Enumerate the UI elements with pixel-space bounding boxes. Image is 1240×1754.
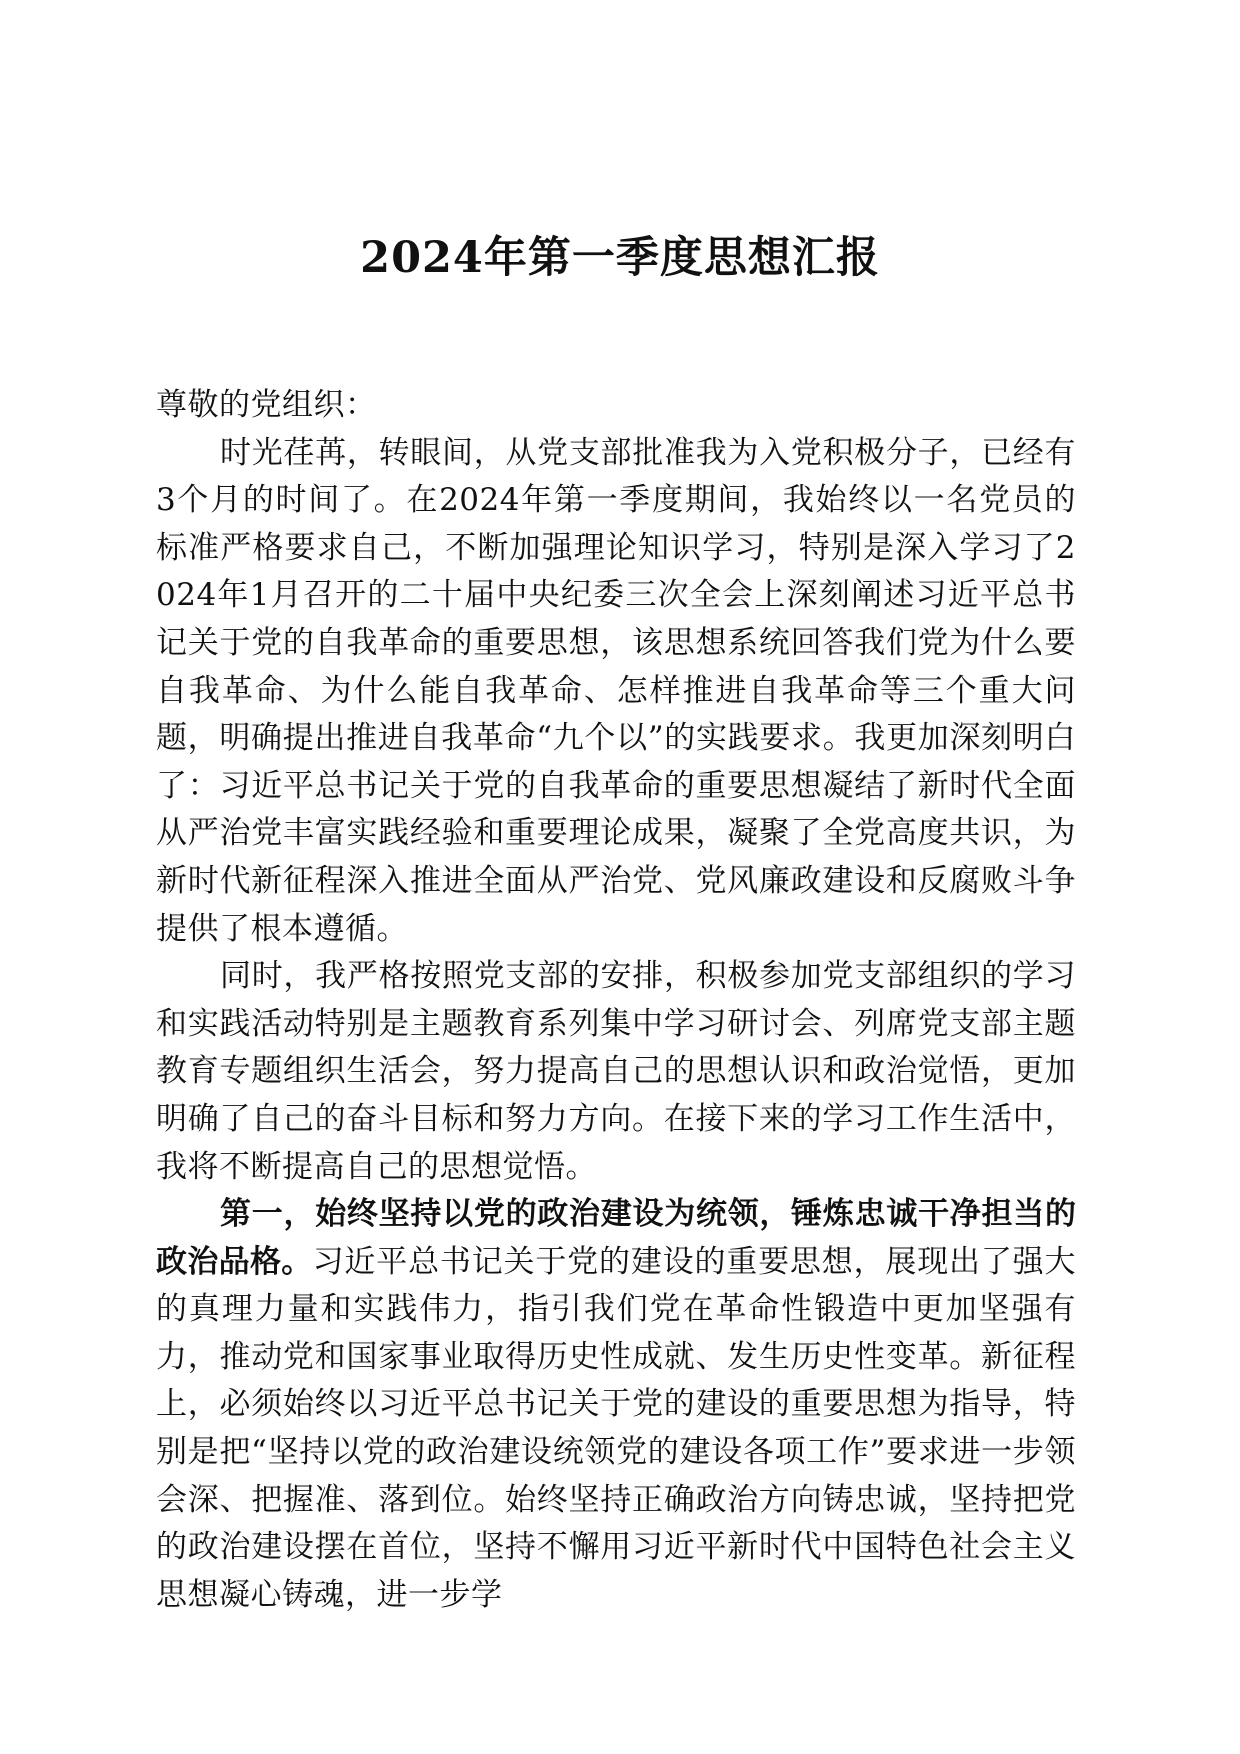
salutation: 尊敬的党组织：	[156, 387, 377, 423]
paragraph-3-lead-heading: 第一，始终坚持以党的政治建设为统领，锤炼忠诚干净担当的政治品格。	[156, 1196, 1076, 1280]
document-body	[156, 382, 1076, 1619]
paragraph-1	[156, 430, 1076, 954]
paragraph-3	[156, 1191, 1076, 1619]
paragraph-2	[156, 953, 1076, 1191]
paragraph-3-text: 习近平总书记关于党的建设的重要思想，展现出了强大的真理力量和实践伟力，指引我们党在革命性锻造中更加坚强有力，推动党和国家事业取得历史性成就、发生历史性变革。新征程上，必须始终以习近平总书记关于党的建设的重要思想为指导，特别是把“坚持以党的政治建设统领党的建设各项工作”要求进一步领会深、把握准、落到位。始终坚持正确政治方向铸忠诚，坚持把党的政治建设摆在首位，坚持不懈用习近平新时代中国特色社会主义思想凝心铸魂，进一步学	[156, 1243, 1076, 1613]
document-title: 2024年第一季度思想汇报	[360, 233, 880, 283]
paragraph-2-text: 同时，我严格按照党支部的安排，积极参加党支部组织的学习和实践活动特别是主题教育系列集中学习研讨会、列席党支部主题教育专题组织生活会，努力提高自己的思想认识和政治觉悟，更加明确了自己的奋斗目标和努力方向。在接下来的学习工作生活中，我将不断提高自己的思想觉悟。	[156, 958, 1076, 1185]
paragraph-1-text: 时光荏苒，转眼间，从党支部批准我为入党积极分子，已经有3个月的时间了。在2024年第一季度期间，我始终以一名党员的标准严格要求自己，不断加强理论知识学习，特别是深入学习了2024年1月召开的二十届中央纪委三次全会上深刻阐述习近平总书记关于党的自我革命的重要思想，该思想系统回答我们党为什么要自我革命、为什么能自我革命、怎样推进自我革命等三个重大问题，明确提出推进自我革命“九个以”的实践要求。我更加深刻明白了：习近平总书记关于党的自我革命的重要思想凝结了新时代全面从严治党丰富实践经验和重要理论成果，凝聚了全党高度共识，为新时代新征程深入推进全面从严治党、党风廉政建设和反腐败斗争提供了根本遵循。	[156, 434, 1076, 947]
